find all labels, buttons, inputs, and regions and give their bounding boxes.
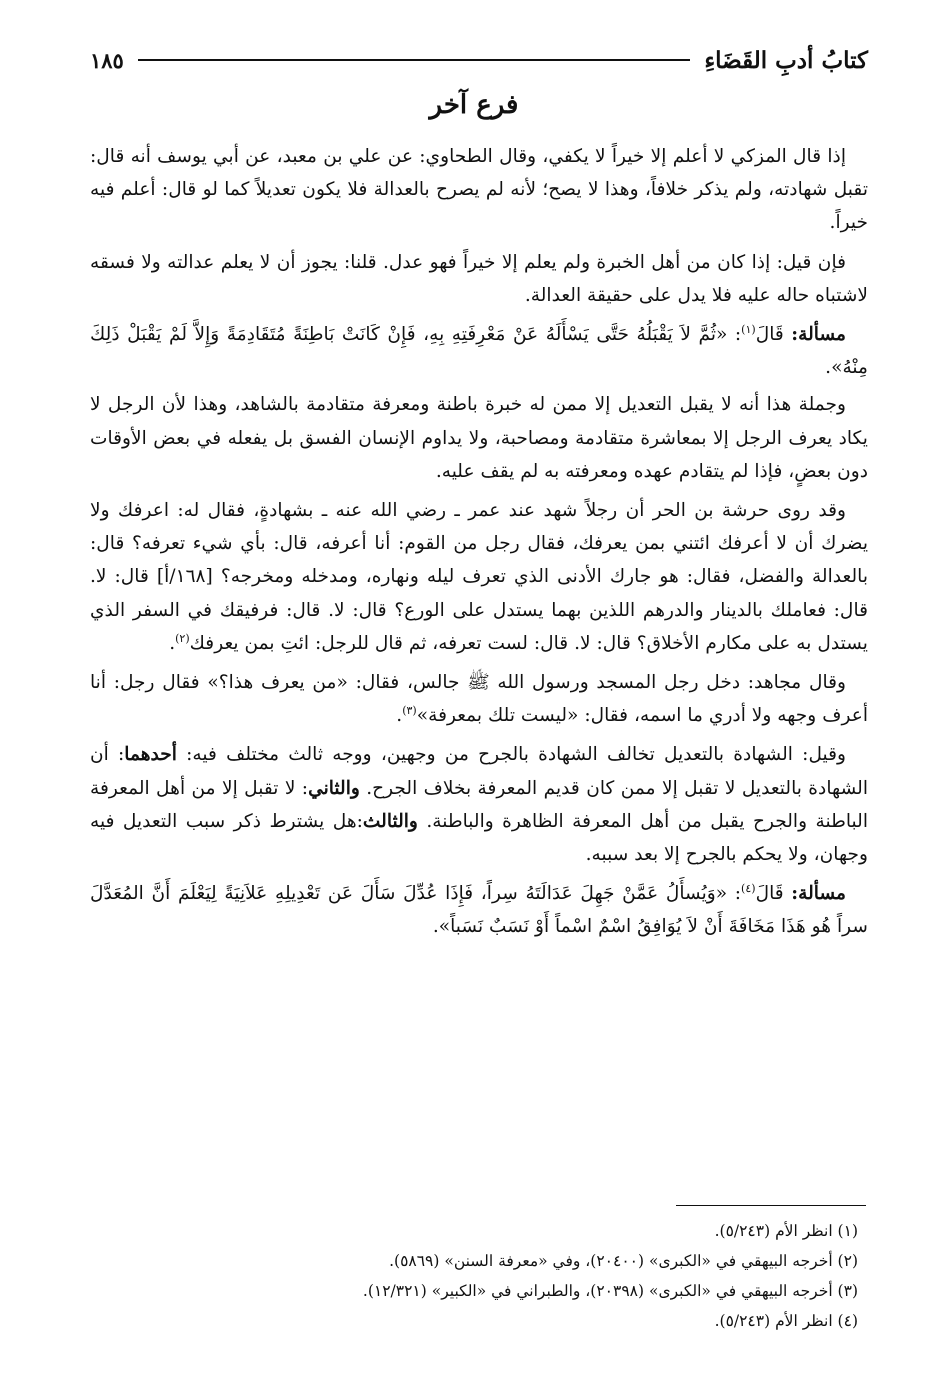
third-label: والثالث <box>362 810 418 832</box>
page-header <box>90 40 868 80</box>
footnote-marker: (١) <box>741 322 756 336</box>
masala-label: مسألة: <box>791 883 846 905</box>
footnote-marker: (٣) <box>402 704 417 718</box>
footnote-rule <box>676 1205 866 1206</box>
footnotes <box>90 1216 858 1336</box>
footnote-1: (١) انظر الأم (٥/٢٤٣). <box>714 1222 858 1240</box>
footnote-4: (٤) انظر الأم (٥/٢٤٣). <box>714 1312 858 1330</box>
masala-label: مسألة: <box>791 324 846 346</box>
footnote-marker: (٢) <box>175 631 190 645</box>
masala-1 <box>90 318 868 384</box>
hadith-paragraph: وقد روى حرشة بن الحر أن رجلاً شهد عند عمر ـ رضي الله عنه ـ بشهادةٍ، فقال له: اعرفك ولا يضرك أن لا أعرفك ائتني بمن يعرفك، فقال رجل من القوم: أنا أعرفه، قال: بأي شيء تعرفه؟ قال: بالعدالة والفضل، فقال: هو جارك الأدنى الذي تعرف ليله ونهاره، ومدخله ومخرجه؟ [١٦٨/أ] قال: لا. قال: فعاملك بالدينار والدرهم اللذين بهما يستدل على الورع؟ قال: لا. قال: فرفيقك في السفر الذي يستدل به على مكارم الأخلاق؟ قال: لا. قال: لست تعرفه، ثم قال للرجل: ائتِ بمن يعرفك$^{(٢)}$. <box>90 500 868 654</box>
main-text <box>90 140 868 950</box>
footnote-3: (٣) أخرجه البيهقي في «الكبرى» (٢٠٣٩٨)، والطبراني في «الكبير» (١٢/٣٢١). <box>362 1282 858 1300</box>
second-label: والثاني <box>308 777 360 799</box>
mujahid-paragraph: وقال مجاهد: دخل رجل المسجد ورسول الله ﷺ جالس، فقال: «من يعرف هذا؟» فقال رجل: أنا أعرف وجهه ولا أدري ما اسمه، فقال: «ليست تلك بمعرفة»$^{(٣)}$. <box>90 672 868 727</box>
first-label: أحدهما <box>124 744 177 766</box>
masala-2 <box>90 877 868 943</box>
paragraph-2: فإن قيل: إذا كان من أهل الخبرة ولم يعلم إلا خيراً فهو عدل. قلنا: يجوز أن لا يعلم عدالته ولا فسقه لاشتباه حاله عليه فلا يدل على حقيقة العدالة. <box>90 251 868 306</box>
section-title: فرع آخر <box>429 90 519 120</box>
paragraph-1: إذا قال المزكي لا أعلم إلا خيراً لا يكفي، وقال الطحاوي: عن علي بن معبد، عن أبي يوسف أنه قال: تقبل شهادته، ولم يذكر خلافاً، وهذا لا يصح؛ لأنه لم يصرح بالعدالة فلا يكون تعديلاً كما لو قال: أعلم فيه خيراً. <box>90 146 868 234</box>
hadith-text: وقد روى حرشة بن الحر أن رجلاً شهد عند عمر ـ رضي الله عنه ـ بشهادةٍ، فقال له: اعرفك ولا يضرك أن لا أعرفك ائتني بمن يعرفك، فقال رجل من القوم: أنا أعرفه، قال: بأي شيء تعرفه؟ قال: بالعدالة والفضل، فقال: هو جارك الأدنى الذي تعرف ليله ونهاره، ومدخله ومخرجه؟ [١٦٨/أ] قال: لا. قال: فعاملك بالدينار والدرهم اللذين بهما يستدل على الورع؟ قال: لا. قال: فرفيقك في السفر الذي يستدل به على مكارم الأخلاق؟ قال: لا. قال: لست تعرفه، ثم قال للرجل: ائتِ بمن يعرفك <box>90 500 868 654</box>
masala-intro: قَالَ <box>755 883 792 905</box>
mujahid-text: وقال مجاهد: دخل رجل المسجد ورسول الله ﷺ جالس، فقال: «من يعرف هذا؟» فقال رجل: أنا أعرف وجهه ولا أدري ما اسمه، فقال: «ليست تلك بمعرفة» <box>90 672 868 727</box>
running-title: كتابُ أدبِ القَضَاءِ <box>704 46 868 74</box>
masala-quote: : «وَيُسأَلُ عَمَّنْ جَهِلَ عَدَالَتَهُ سِراً، فَإِذَا عُدِّلَ سَأَلَ عَن تَعْدِيلِهِ عَلاَنِيَةً لِيَعْلَمَ أَنَّ المُعَدَّلَ سراً هُو هَذَا مَخَافَةَ أَنْ لاَ يُوَافِقُ اسْمٌ اسْماً أَوْ نَسَبٌ نَسَباً». <box>90 883 868 938</box>
footnote-marker: (٤) <box>741 882 756 896</box>
masala-quote: : «ثُمَّ لاَ يَقْبَلُهُ حَتَّى يَسْأَلَهُ عَنْ مَعْرِفَتِهِ بِهِ، فَإِنْ كَانَتْ بَاطِنَةً مُتَقَادِمَةً وَإِلاَّ لَمْ يَقْبَلْ ذَلِكَ مِنْهُ». <box>90 324 868 379</box>
paragraph-3: وجملة هذا أنه لا يقبل التعديل إلا ممن له خبرة باطنة ومعرفة متقادمة بالشاهد، وهذا لأن الرجل لا يكاد يعرف الرجل إلا بمعاشرة متقادمة ومصاحبة، ولا يداوم الإنسان الفسق بل يفعله في بعض الأوقات دون بعضٍ، فإذا لم يتقادم عهده ومعرفته به لم يقف عليه. <box>90 394 868 482</box>
masala-intro: قَالَ <box>755 324 792 346</box>
header-rule <box>138 59 691 61</box>
page-number: ١٨٥ <box>90 47 124 73</box>
footnote-2: (٢) أخرجه البيهقي في «الكبرى» (٢٠٤٠٠)، وفي «معرفة السنن» (٥٨٦٩). <box>389 1252 858 1270</box>
tadil-paragraph: وقيل: الشهادة بالتعديل تخالف الشهادة بالجرح من وجهين، ووجه ثالث مختلف فيه: أحدهما: أن الشهادة بالتعديل لا تقبل إلا ممن كان قديم المعرفة بخلاف الجرح. والثاني: لا تقبل إلا من أهل المعرفة الباطنة والجرح يقبل من أهل المعرفة الظاهرة والباطنة. والثالث:هل يشترط ذكر سبب التعديل فيه وجهان، ولا يحكم بالجرح إلا بعد سببه. <box>90 744 868 866</box>
